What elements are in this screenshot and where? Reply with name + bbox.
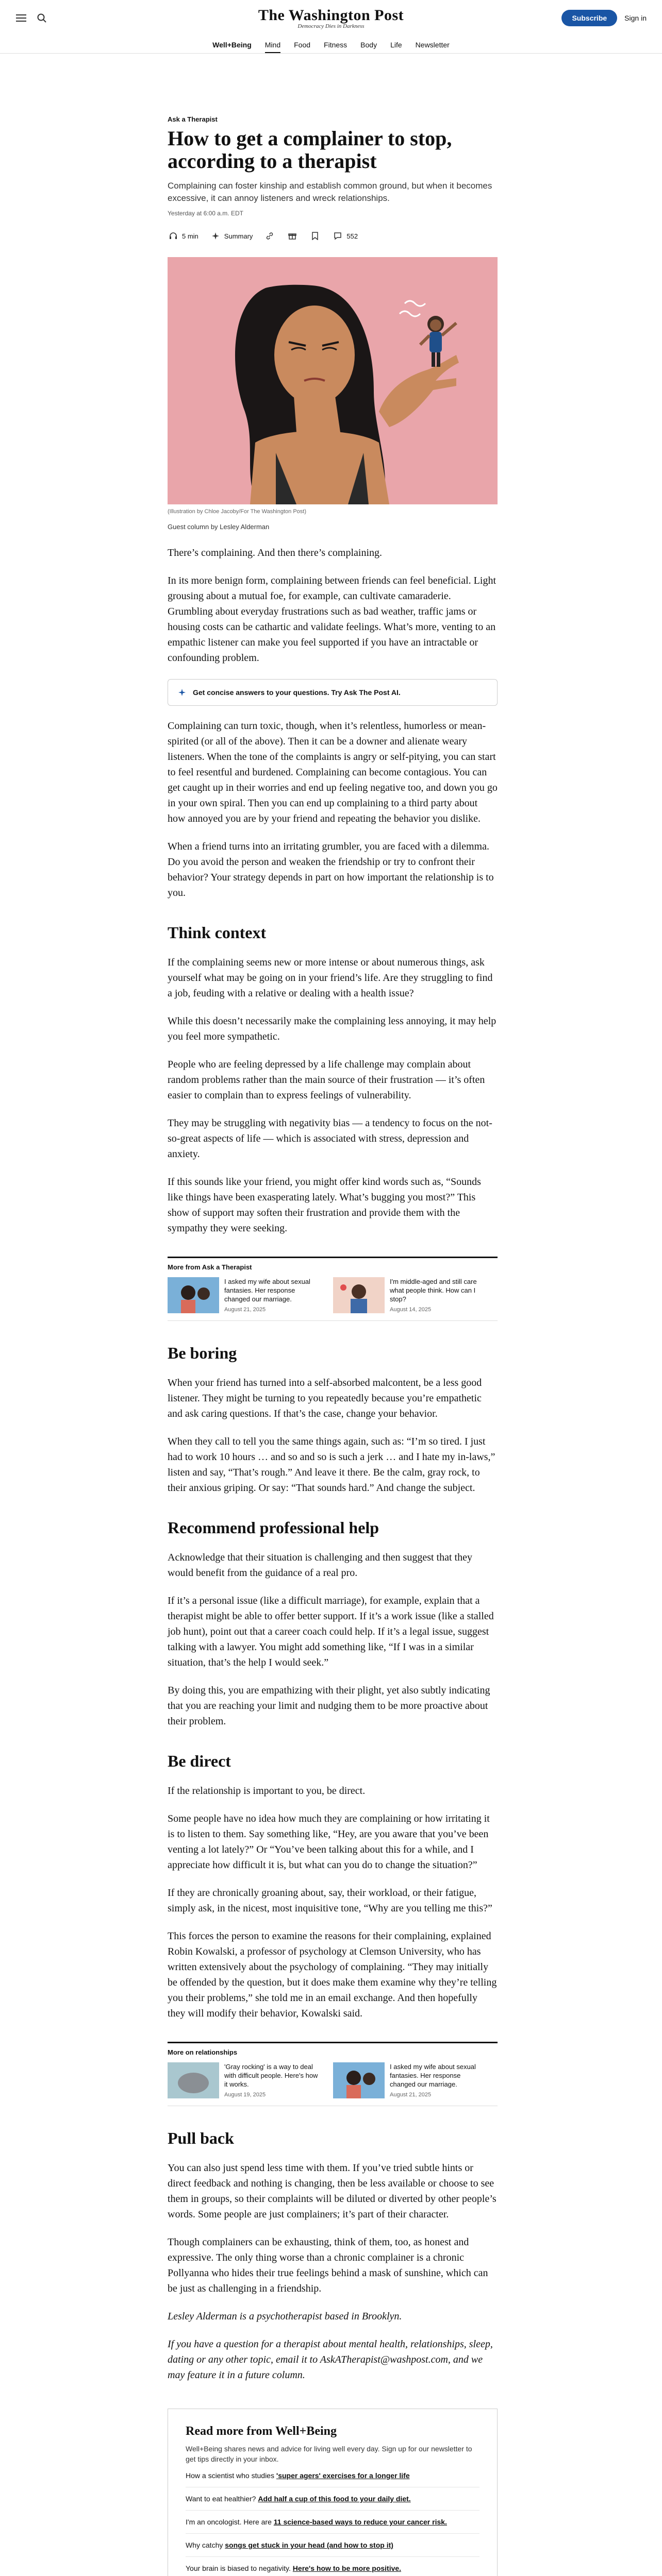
more-from-ask-a-therapist	[168, 1257, 498, 1321]
related-date: August 14, 2025	[390, 1307, 432, 1313]
section-brand[interactable]: Well+Being	[212, 40, 252, 49]
read-more-prefix: Your brain is biased to negativity.	[186, 2564, 293, 2572]
related-title: 'Gray rocking' is a way to deal with difficult people. Here's how it works.	[224, 2063, 318, 2088]
related-date: August 21, 2025	[390, 2092, 432, 2098]
read-more-link[interactable]: Add half a cup of this food to your daily diet.	[258, 2495, 411, 2503]
masthead-right	[543, 10, 647, 26]
paragraph: When your friend has turned into a self-absorbed malcontent, be a less good listener. They might be turning to you repeatedly because you’re empathetic and ask caring questions. If that’s the case, change your behavior.	[168, 1377, 482, 1419]
listen-button[interactable]	[168, 230, 198, 242]
nav-fitness[interactable]: Fitness	[324, 40, 347, 49]
illustration-drawing	[168, 257, 498, 504]
summary-label: Summary	[224, 232, 253, 240]
byline: Guest column by Lesley Alderman	[168, 523, 270, 531]
paragraph: If it’s a personal issue (like a difficult marriage), for example, explain that a therapist might be able to offer better support. If it’s a work issue (like a stalled job hunt), point out that a career coach could help. If it’s a legal issue, suggest talking with a lawyer. You might add something like, “If I was in a similar situation, that’s the help I would seek.”	[168, 1595, 494, 1668]
read-more-prefix: Want to eat healthier?	[186, 2495, 258, 2503]
more-box-row	[168, 2062, 498, 2106]
paragraph: Complaining can turn toxic, though, when it’s relentless, humorless or mean-spirited (or all of the above). Then it can be a downer and alienate weary listeners. When the tone of the complaints is angry or self-pitying, you can start to feel resentful and burdened. Complaining can become contagious. You can get caught up in their worries and end up feeling negative too, and down you go in your own spiral. Then you can end up complaining to a third party about how annoyed you are by your friend and repeating the behavior you dislike.	[168, 720, 498, 824]
paragraph: This forces the person to examine the reasons for their complaining, explained Robin Kowalski, a professor of psychology at Clemson University, who has written extensively about the psychology of complaining. “They may initially be offended by the question, but it does make them examine why they’re telling you their problems,” she told me in an email exchange. And then hopefully they will modify their behavior, Kowalski said.	[168, 1930, 497, 2019]
section-heading: Think context	[168, 923, 267, 942]
related-article[interactable]	[333, 2062, 486, 2098]
paragraph: Though complainers can be exhausting, think of them, too, as honest and expressive. The only thing worse than a chronic complainer is a chronic Pollyanna who hides their true feelings behind a mask of sunshine, which can be just as challenging in a friendship.	[168, 2236, 488, 2294]
kicker[interactable]: Ask a Therapist	[168, 115, 218, 123]
more-on-relationships	[168, 2042, 498, 2106]
gift-share-icon[interactable]	[287, 230, 298, 242]
logo-name: The Washington Post	[258, 7, 404, 24]
more-box-title: More from Ask a Therapist	[168, 1263, 252, 1271]
section-heading: Be boring	[168, 1344, 237, 1362]
read-more-link[interactable]: songs get stuck in your head (and how to stop it)	[225, 2541, 393, 2549]
submit-question-note: If you have a question for a therapist about mental health, relationships, sleep, dating or any other topic, email it to AskATherapist@washpost.com, and we may feature it in a future column.	[168, 2338, 493, 2381]
related-thumbnail	[168, 2062, 219, 2098]
sparkle-icon	[176, 687, 188, 698]
author-note: Lesley Alderman is a psychotherapist based in Brooklyn.	[168, 2311, 402, 2322]
read-more-item[interactable]	[186, 2487, 479, 2511]
related-date: August 19, 2025	[224, 2092, 266, 2098]
logo[interactable]	[258, 7, 404, 29]
read-more-link[interactable]: 'super agers' exercises for a longer life	[276, 2471, 410, 2480]
read-more-item[interactable]	[186, 2511, 479, 2534]
related-title: I asked my wife about sexual fantasies. Her response changed our marriage.	[390, 2063, 476, 2088]
ask-box-text: Get concise answers to your questions. Try Ask The Post AI.	[193, 688, 401, 697]
lead-illustration	[168, 257, 498, 504]
paragraph: Acknowledge that their situation is challenging and then suggest that they would benefit from the guidance of a real pro.	[168, 1552, 472, 1579]
section-heading: Be direct	[168, 1752, 231, 1770]
related-thumbnail	[333, 1277, 385, 1313]
paragraph: There’s complaining. And then there’s complaining.	[168, 547, 383, 558]
related-article[interactable]	[168, 1277, 321, 1313]
paragraph: They may be struggling with negativity bias — a tendency to focus on the not-so-great aspects of life — which is associated with stress, depression and anxiety.	[168, 1117, 492, 1160]
sign-in-link[interactable]: Sign in	[624, 14, 647, 22]
paragraph: If they are chronically groaning about, say, their workload, or their fatigue, simply ask, in the nicest, most inquisitive tone, “Why are you telling me this?”	[168, 1887, 492, 1914]
comments-link[interactable]	[332, 230, 358, 242]
section-nav	[0, 36, 662, 54]
more-box-row	[168, 1277, 498, 1321]
paragraph: You can also just spend less time with them. If you’ve tried subtle hints or direct feedback and nothing is changing, then be less available or choose to see them in groups, so their complaints will be diluted or diverted by other people’s words. Some people are just complainers; it’s part of their character.	[168, 2162, 496, 2220]
related-thumbnail	[168, 1277, 219, 1313]
read-more-link[interactable]: 11 science-based ways to reduce your cancer risk.	[273, 2518, 447, 2526]
related-article[interactable]	[333, 1277, 486, 1313]
read-more-item[interactable]	[186, 2464, 479, 2487]
bookmark-icon[interactable]	[309, 230, 321, 242]
nav-body[interactable]: Body	[360, 40, 377, 49]
ask-the-post-ai-box[interactable]	[168, 679, 498, 706]
read-more-item[interactable]	[186, 2557, 479, 2576]
paragraph: When they call to tell you the same things again, such as: “I’m so tired. I just had to work 10 hours … and so and so is such a jerk … and I hate my in-laws,” listen and say, “That’s rough.” And leave it there. Be the calm, gray rock, to their anxious griping. Or say: “That sounds hard.” And change the subject.	[168, 1436, 495, 1494]
comment-icon	[332, 230, 343, 242]
more-box-title: More on relationships	[168, 2048, 238, 2056]
share-link-icon[interactable]	[264, 230, 275, 242]
nav-food[interactable]: Food	[294, 40, 311, 49]
read-more-prefix: I'm an oncologist. Here are	[186, 2518, 274, 2526]
nav-newsletter[interactable]: Newsletter	[415, 40, 450, 49]
read-more-well-being	[168, 2409, 498, 2576]
dateline: Yesterday at 6:00 a.m. EDT	[168, 210, 243, 217]
comment-count: 552	[346, 232, 358, 240]
section-heading: Recommend professional help	[168, 1518, 379, 1537]
paragraph: If the complaining seems new or more intense or about numerous things, ask yourself what may be going on in your friend’s life. Are they struggling to find a job, feuding with a relative or dealing with a health issue?	[168, 957, 493, 999]
headphones-icon	[168, 230, 179, 242]
masthead	[0, 0, 662, 36]
image-caption: (Illustration by Chloe Jacoby/For The Washington Post)	[168, 509, 307, 515]
headline: How to get a complainer to stop, according to a therapist	[168, 127, 452, 173]
read-more-prefix: How a scientist who studies	[186, 2471, 276, 2480]
related-date: August 21, 2025	[224, 1307, 266, 1313]
article-body	[168, 545, 498, 2383]
masthead-left	[15, 12, 119, 24]
subscribe-button[interactable]: Subscribe	[561, 10, 617, 26]
read-more-prefix: Why catchy	[186, 2541, 225, 2549]
read-more-link[interactable]: Here's how to be more positive.	[292, 2564, 402, 2572]
related-article[interactable]	[168, 2062, 321, 2098]
related-thumbnail	[333, 2062, 385, 2098]
paragraph: People who are feeling depressed by a life challenge may complain about random problems rather than the main source of their frustration — it’s often easier to complain than to express feelings of vulnerability.	[168, 1059, 485, 1101]
paragraph: If the relationship is important to you, be direct.	[168, 1785, 366, 1797]
paragraph: By doing this, you are empathizing with their plight, yet also subtly indicating that you are reaching your limit and nudging them to be more proactive about their problem.	[168, 1685, 490, 1727]
related-title: I'm middle-aged and still care what people think. How can I stop?	[390, 1278, 477, 1303]
related-title: I asked my wife about sexual fantasies. Her response changed our marriage.	[224, 1278, 310, 1303]
paragraph: If this sounds like your friend, you might offer kind words such as, “Sounds like things have been exasperating lately. What’s bugging you most?” This show of support may soften their frustration and provide them with the sympathy they were seeking.	[168, 1176, 481, 1234]
menu-icon[interactable]	[15, 12, 27, 24]
section-heading: Pull back	[168, 2129, 234, 2147]
search-icon[interactable]	[36, 12, 47, 24]
article-toolbar	[168, 230, 498, 242]
dek: Complaining can foster kinship and establish common ground, but when it becomes excessive, it can annoy listeners and wreck relationships.	[168, 181, 492, 203]
read-time: 5 min	[182, 232, 198, 240]
article	[168, 115, 498, 2576]
summary-button[interactable]	[210, 230, 253, 242]
paragraph: When a friend turns into an irritating grumbler, you are faced with a dilemma. Do you avoid the person and weaken the friendship or try to confront their behavior? Your strategy depends in part on how important the relationship is to you.	[168, 841, 494, 899]
paragraph: In its more benign form, complaining between friends can feel beneficial. Light grousing about a mutual foe, for example, can cultivate camaraderie. Grumbling about everyday frustrations such as bad weather, traffic jams or housing costs can be cathartic and validate feelings. What’s more, venting to an empathic listener can make you feel supported if you have an intractable or confounding problem.	[168, 575, 496, 664]
read-more-intro: Well+Being shares news and advice for living well every day. Sign up for our newsletter to get tips directly in your inbox.	[186, 2445, 472, 2463]
logo-tagline: Democracy Dies in Darkness	[297, 23, 365, 29]
read-more-item[interactable]	[186, 2534, 479, 2557]
nav-life[interactable]: Life	[390, 40, 402, 49]
nav-mind[interactable]: Mind	[265, 41, 280, 53]
paragraph: While this doesn’t necessarily make the complaining less annoying, it may help you feel more sympathetic.	[168, 1015, 496, 1042]
paragraph: Some people have no idea how much they are complaining or how irritating it is to listen to them. Say something like, “Hey, are you aware that you’ve been venting a lot lately?” Or “You’ve been talking about this for a while, and I appreciate how difficult it is, but what can you do to change the situation?”	[168, 1813, 490, 1871]
summary-icon	[210, 230, 221, 242]
read-more-title: Read more from Well+Being	[186, 2425, 337, 2438]
